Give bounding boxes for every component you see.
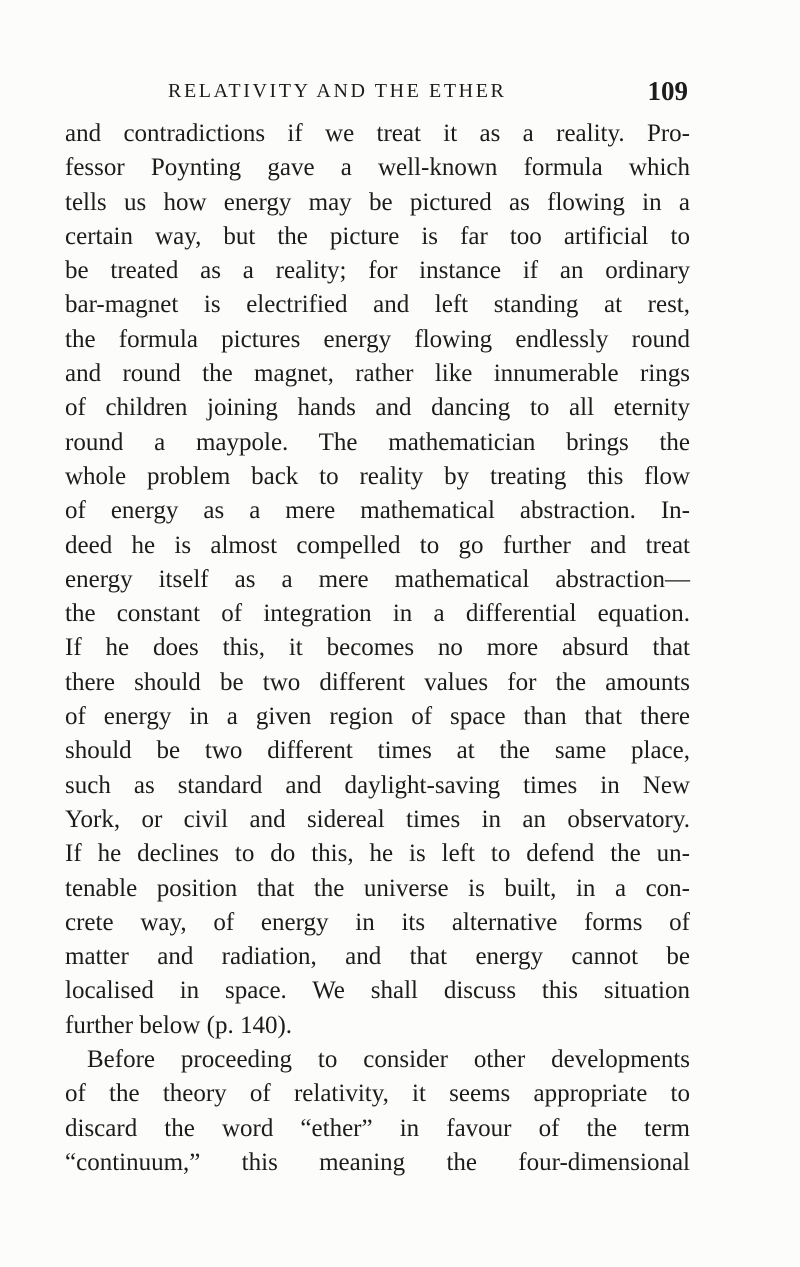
text-line: discard the word “ether” in favour of the term <box>65 1114 690 1142</box>
text-line: the formula pictures energy flowing endlessly round <box>65 325 690 353</box>
paragraph-start-line: Before proceeding to consider other developments <box>87 1046 690 1074</box>
text-line: If he declines to do this, he is left to defend the un- <box>65 840 690 868</box>
text-line: certain way, but the picture is far too artificial to <box>65 222 690 250</box>
text-line: of the theory of relativity, it seems appropriate to <box>65 1080 690 1108</box>
text-line: the constant of integration in a differential equation. <box>65 600 690 628</box>
running-head <box>168 78 688 108</box>
text-line: “continuum,” this meaning the four-dimensional <box>65 1148 690 1176</box>
text-line: be treated as a reality; for instance if an ordinary <box>65 257 690 285</box>
text-line: there should be two different values for the amounts <box>65 668 690 696</box>
body-text <box>65 117 690 1180</box>
text-line: fessor Poynting gave a well-known formula which <box>65 154 690 182</box>
text-line: round a maypole. The mathematician brings the <box>65 428 690 456</box>
text-line: localised in space. We shall discuss this situation <box>65 977 690 1005</box>
text-line: of energy as a mere mathematical abstraction. In- <box>65 497 690 525</box>
text-line: should be two different times at the same place, <box>65 737 690 765</box>
text-line: such as standard and daylight-saving times in New <box>65 771 690 799</box>
text-line: deed he is almost compelled to go further and treat <box>65 531 690 559</box>
text-line: and contradictions if we treat it as a reality. Pro- <box>65 120 690 147</box>
page-number: 109 <box>647 76 688 106</box>
text-line: tells us how energy may be pictured as flowing in a <box>65 188 690 216</box>
text-line: matter and radiation, and that energy cannot be <box>65 943 690 971</box>
text-line: bar-magnet is electrified and left standing at rest, <box>65 291 690 319</box>
text-line: energy itself as a mere mathematical abstraction— <box>65 565 690 593</box>
paragraph-end-line: further below (p. 140). <box>65 1011 293 1039</box>
text-line: whole problem back to reality by treating this flow <box>65 462 690 490</box>
text-line: and round the magnet, rather like innumerable rings <box>65 360 690 388</box>
text-line: If he does this, it becomes no more absurd that <box>65 634 690 662</box>
text-line: of energy in a given region of space than that there <box>65 703 690 731</box>
text-line: crete way, of energy in its alternative forms of <box>65 908 690 936</box>
text-line: tenable position that the universe is built, in a con- <box>65 874 690 902</box>
text-line: York, or civil and sidereal times in an observatory. <box>65 805 690 833</box>
running-title: RELATIVITY AND THE ETHER <box>168 80 507 102</box>
text-line: of children joining hands and dancing to all eternity <box>65 394 690 422</box>
